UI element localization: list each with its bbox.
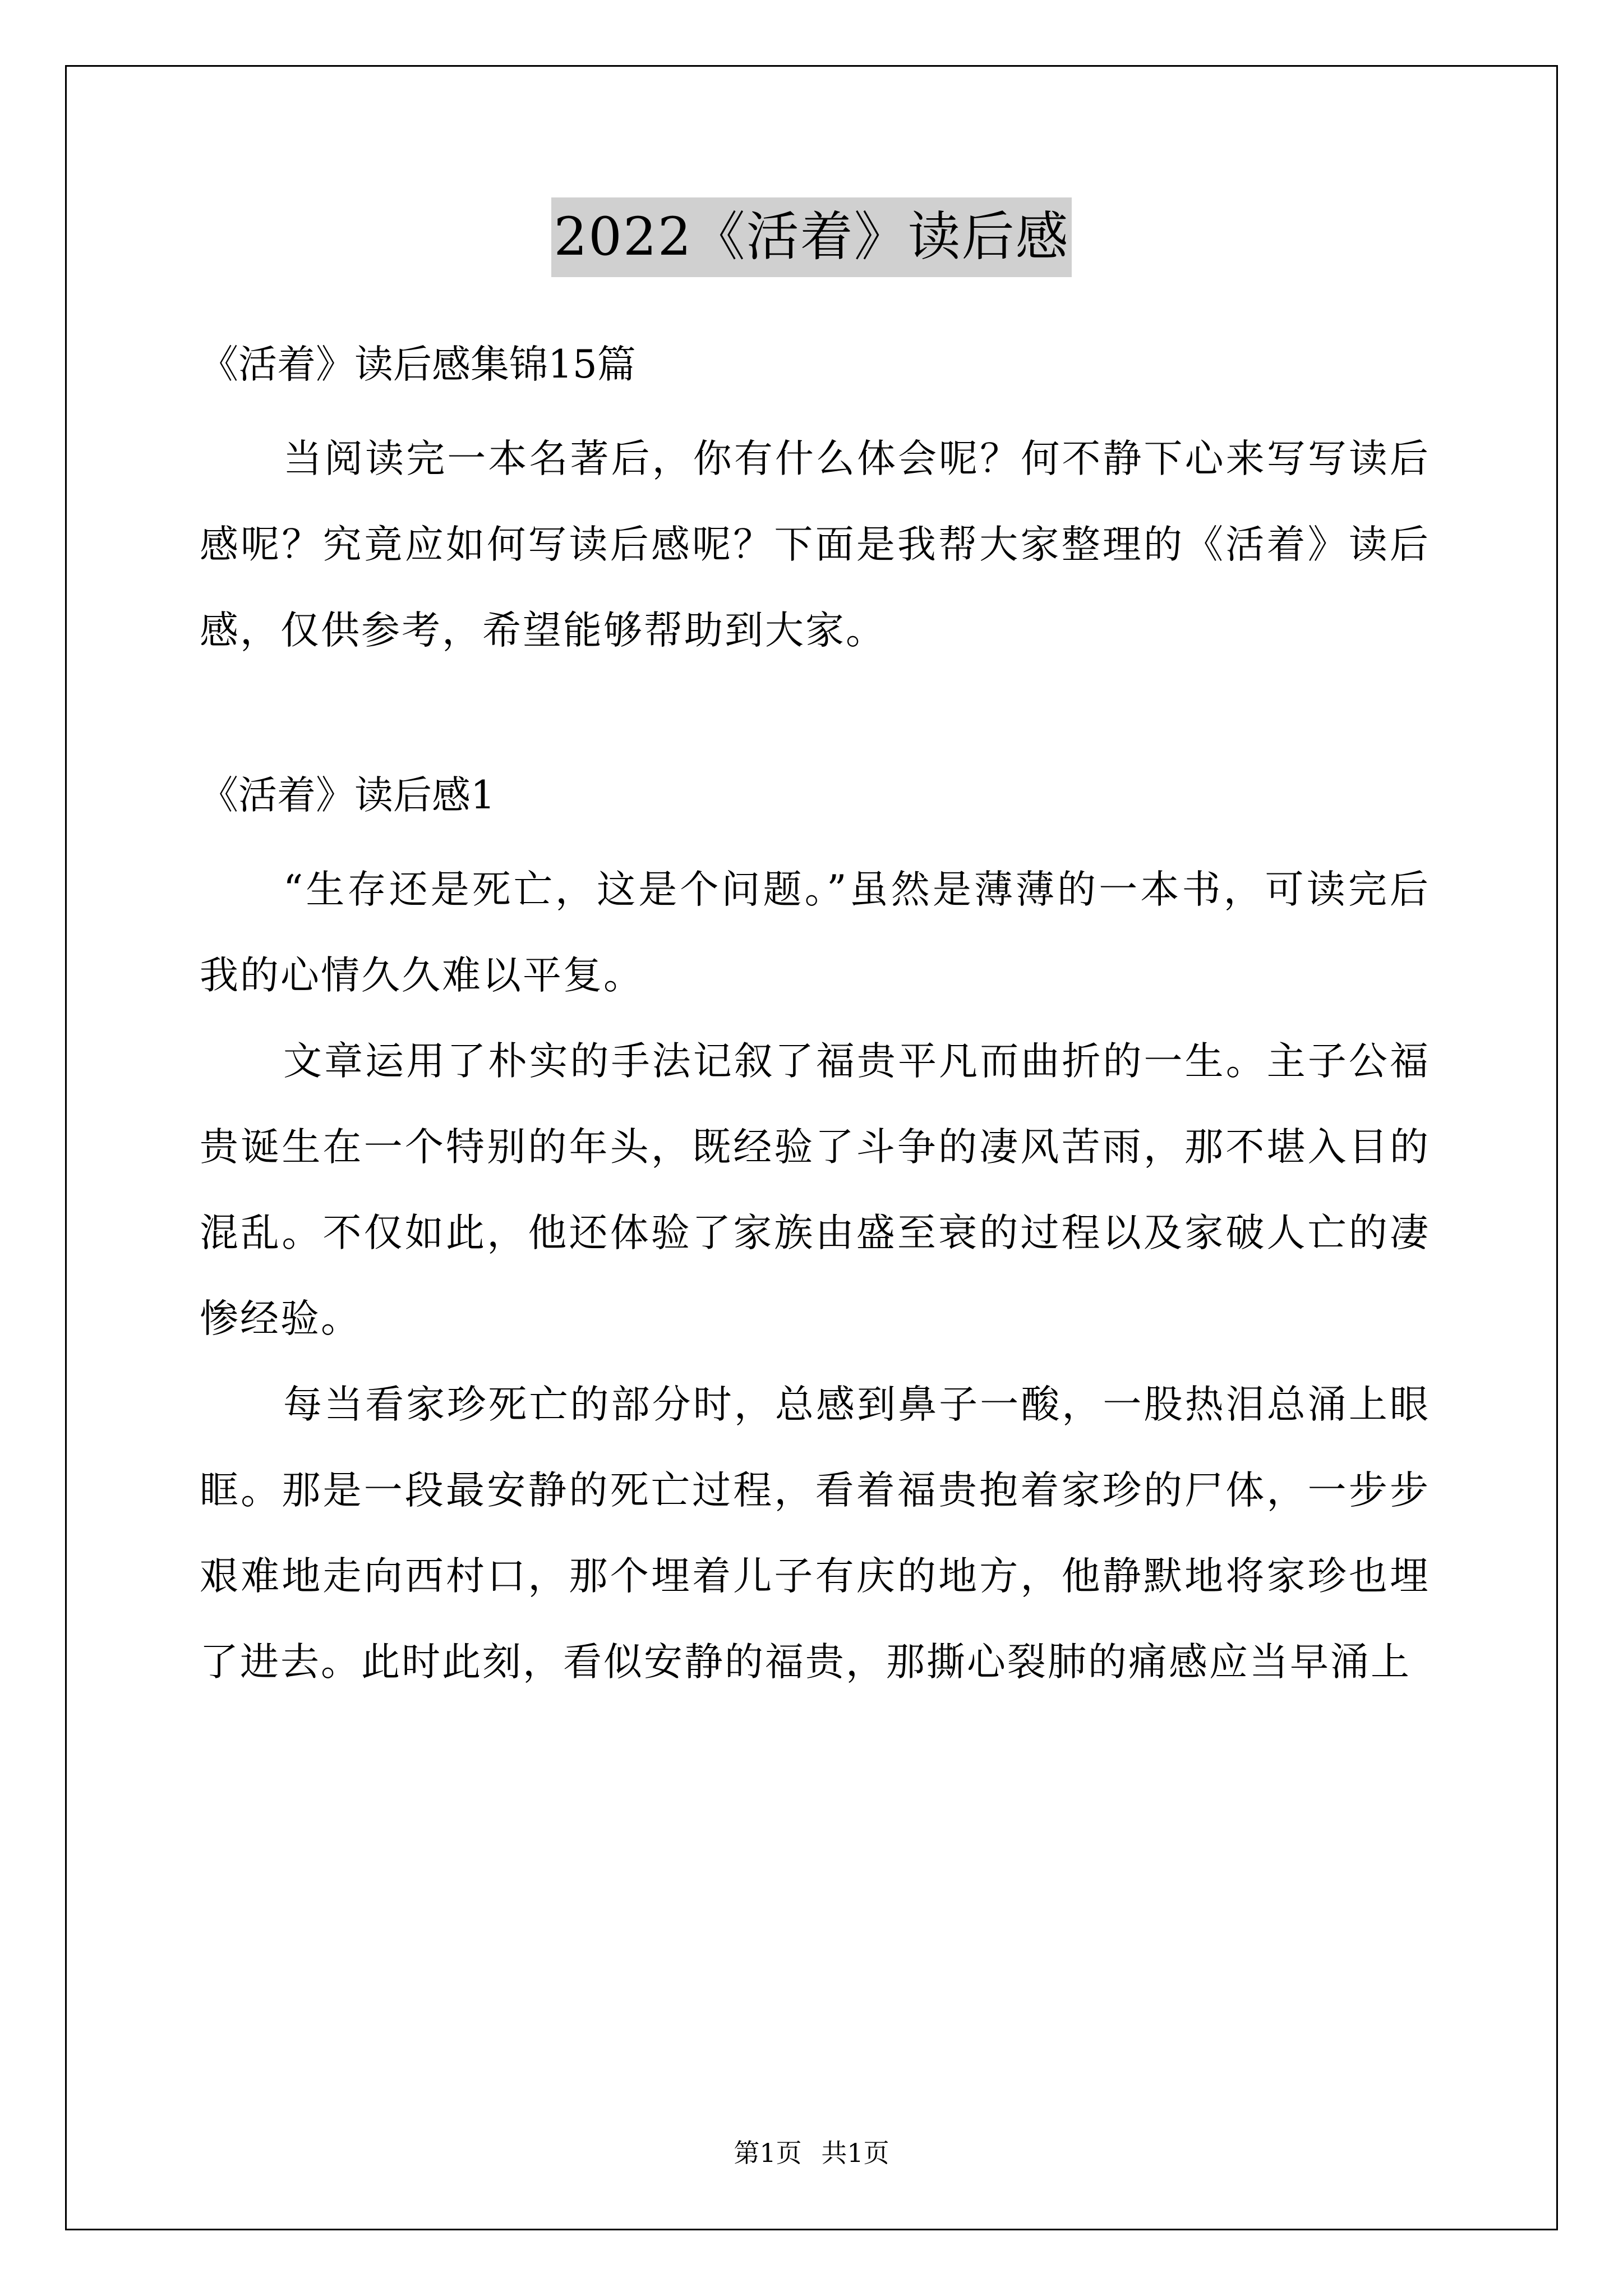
section-heading: 《活着》读后感1 (200, 773, 495, 818)
spacer (200, 823, 1430, 847)
page-total: 共1页 (821, 2138, 889, 2168)
collection-heading: 《活着》读后感集锦15篇 (200, 342, 636, 387)
body-paragraph-3: 每当看家珍死亡的部分时，总感到鼻子一酸，一股热泪总涌上眼眶。那是一段最安静的死亡过程，看着福贵抱着家珍的尸体，一步步艰难地走向西村口，那个埋着儿子有庆的地方，他静默地将家珍也埋了进去。此时此刻，看似安静的福贵，那撕心裂肺的痛感应当早涌上 (200, 1382, 1430, 1685)
body-paragraph-1: “生存还是死亡，这是个问题。”虽然是薄薄的一本书，可读完后我的心情久久难以平复。 (200, 867, 1430, 998)
spacer (200, 393, 1430, 416)
body-paragraph-2: 文章运用了朴实的手法记叙了福贵平凡而曲折的一生。主子公福贵诞生在一个特别的年头，既经验了斗争的凄风苦雨，那不堪入目的混乱。不仅如此，他还体验了家族由盛至衰的过程以及家破人亡的凄惨经验。 (200, 1039, 1430, 1341)
page-number: 第1页 (734, 2138, 802, 2168)
document-title: 2022《活着》读后感 (551, 197, 1071, 277)
title-container (0, 197, 1623, 277)
page-footer (0, 2136, 1623, 2170)
spacer (200, 674, 1430, 767)
document-body (200, 337, 1430, 1705)
intro-paragraph: 当阅读完一本名著后，你有什么体会呢？何不静下心来写写读后感呢？究竟应如何写读后感呢？下面是我帮大家整理的《活着》读后感，仅供参考，希望能够帮助到大家。 (200, 436, 1430, 653)
